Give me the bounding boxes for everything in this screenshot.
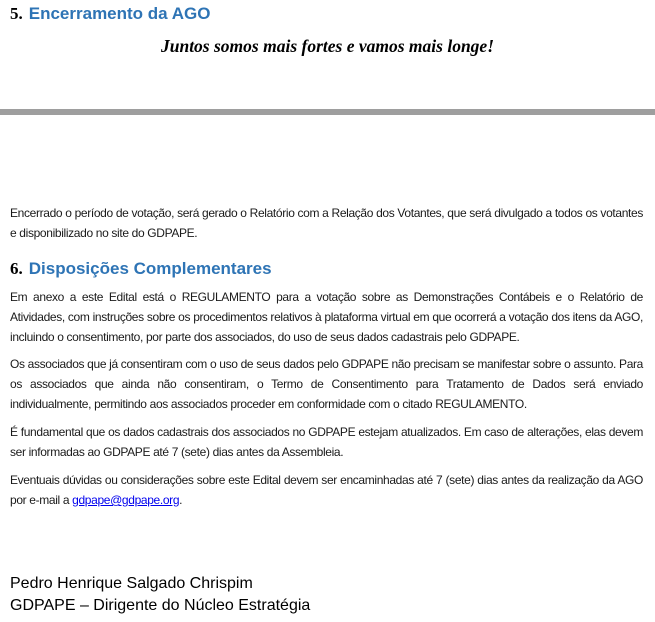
section-6-heading [10, 259, 272, 279]
signature-role: GDPAPE – Dirigente do Núcleo Estratégia [10, 597, 311, 614]
paragraph-attachment: Em anexo a este Edital está o REGULAMENTO para a votação sobre as Demonstrações Contábeis e o Relatório de Atividades, com instruções sobre os procedimentos relativos à plataforma virtual em que ocorrerá a votação dos itens da AGO, incluindo o consentimento, por parte dos associados, do uso de seus dados cadastrais pelo GDPAPE. [10, 290, 643, 344]
section-5-heading [10, 4, 210, 24]
questions-text: Eventuais dúvidas ou considerações sobre este Edital devem ser encaminhadas até 7 (sete) dias antes da realização da AGO por e-mail a [10, 473, 643, 507]
email-link[interactable]: gdpape@gdpape.org [72, 493, 180, 507]
section-6-number: 6. [10, 259, 23, 278]
questions-text-end: . [179, 493, 183, 507]
motto: Juntos somos mais fortes e vamos mais longe! [160, 36, 495, 56]
paragraph-consent: Os associados que já consentiram com o uso de seus dados pelo GDPAPE não precisam se manifestar sobre o assunto. Para os associados que ainda não consentiram, o Termo de Consentimento para Tratamento de Dados será enviado individualmente, permitindo aos associados proceder em conformidade com o citado REGULAMENTO. [10, 357, 643, 411]
paragraph-data-update: É fundamental que os dados cadastrais dos associados no GDPAPE estejam atualizados. Em caso de alterações, elas devem ser informadas ao GDPAPE até 7 (sete) dias antes da Assembleia. [10, 425, 643, 459]
closing-paragraph: Encerrado o período de votação, será gerado o Relatório com a Relação dos Votantes, que será divulgado a todos os votantes e disponibilizado no site do GDPAPE. [10, 206, 643, 240]
section-5-title: Encerramento da AGO [28, 4, 211, 23]
section-5-number: 5. [10, 4, 23, 23]
section-6-title: Disposições Complementares [28, 259, 272, 278]
paragraph-questions [10, 470, 643, 510]
signature-name: Pedro Henrique Salgado Chrispim [10, 575, 253, 592]
horizontal-divider [0, 109, 655, 115]
